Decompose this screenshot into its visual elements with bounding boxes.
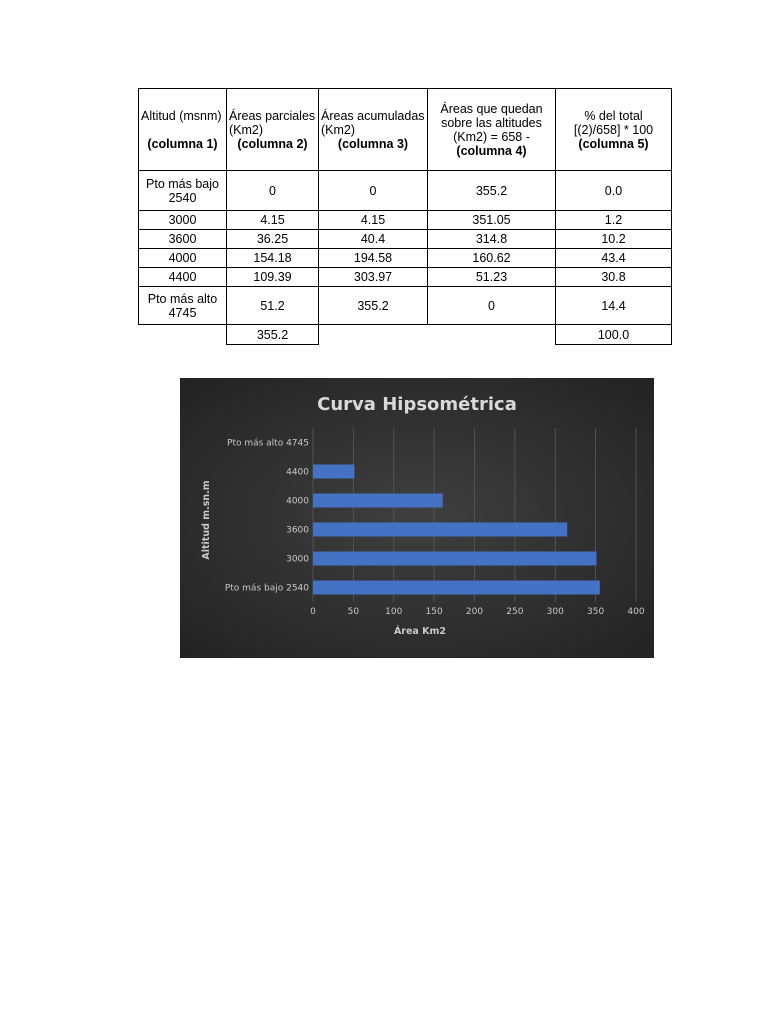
table-cell: 14.4 [556, 287, 672, 325]
chart-gridlines [313, 428, 636, 602]
table-cell: 4.15 [227, 211, 319, 230]
header-altitud [139, 89, 227, 171]
blank-cell [139, 325, 227, 345]
table-cell: 0 [428, 287, 556, 325]
y-tick-label: Pto más alto 4745 [227, 438, 309, 449]
table-cell: 4400 [139, 268, 227, 287]
header-label: Altitud (msnm) [141, 108, 222, 123]
chart-canvas [180, 378, 654, 658]
table-cell: 314.8 [428, 230, 556, 249]
table-cell: 4.15 [319, 211, 428, 230]
bar [313, 581, 600, 595]
x-tick-label: 150 [425, 607, 443, 617]
table-cell: 0.0 [556, 171, 672, 211]
bar [313, 494, 443, 508]
header-column-label: (columna 4) [456, 143, 527, 158]
x-tick-label: 350 [587, 607, 605, 617]
table-cell: 4000 [139, 249, 227, 268]
table-cell: 36.25 [227, 230, 319, 249]
header-column-label: (columna 3) [337, 136, 409, 151]
table-cell: 355.2 [428, 171, 556, 211]
y-tick-label: 4000 [286, 496, 309, 507]
table-cell: 109.39 [227, 268, 319, 287]
table-row [139, 268, 672, 287]
x-tick-label: 300 [546, 607, 564, 617]
chart-x-ticks [310, 607, 645, 617]
x-tick-label: 50 [347, 607, 360, 617]
header-column-label: (columna 5) [578, 136, 649, 151]
header-areas-parciales [227, 89, 319, 171]
table-cell: 160.62 [428, 249, 556, 268]
table-header-row [139, 89, 672, 171]
table-row [139, 211, 672, 230]
table-cell: 351.05 [428, 211, 556, 230]
table-cell: 0 [227, 171, 319, 211]
header-label: Áreas que quedan sobre las altitudes (Km2) = 658 - [440, 101, 543, 144]
y-tick-label: Pto más bajo 2540 [224, 583, 309, 594]
bar [313, 523, 567, 537]
table-cell: 154.18 [227, 249, 319, 268]
header-label: % del total [(2)/658] * 100 [573, 108, 654, 137]
x-tick-label: 250 [506, 607, 524, 617]
y-axis-title: Altitud m.sn.m [201, 480, 212, 560]
table-row [139, 230, 672, 249]
table-cell: Pto más bajo 2540 [139, 171, 227, 211]
y-tick-label: 3600 [286, 525, 309, 536]
table-cell: 3000 [139, 211, 227, 230]
header-porcentaje [556, 89, 672, 171]
header-column-label: (columna 2) [237, 136, 308, 151]
table-row [139, 171, 672, 211]
x-tick-label: 400 [627, 607, 645, 617]
table-cell: 10.2 [556, 230, 672, 249]
x-tick-label: 0 [310, 607, 316, 617]
table-cell: Pto más alto 4745 [139, 287, 227, 325]
table-cell: 303.97 [319, 268, 428, 287]
table-row [139, 249, 672, 268]
table-cell: 1.2 [556, 211, 672, 230]
x-tick-label: 100 [385, 607, 403, 617]
x-tick-label: 200 [465, 607, 484, 617]
table-cell: 0 [319, 171, 428, 211]
header-areas-acumuladas [319, 89, 428, 171]
total-areas-parciales: 355.2 [227, 325, 319, 345]
table-cell: 51.2 [227, 287, 319, 325]
hypsometric-table [138, 88, 672, 345]
table-cell: 40.4 [319, 230, 428, 249]
x-axis-title: Área Km2 [393, 626, 447, 637]
table-cell: 355.2 [319, 287, 428, 325]
blank-cell [428, 325, 556, 345]
total-porcentaje: 100.0 [556, 325, 672, 345]
header-label: Áreas acumuladas (Km2) [321, 108, 425, 137]
chart-title: Curva Hipsométrica [317, 394, 517, 415]
chart-bars [313, 465, 600, 595]
table-totals-row [139, 325, 672, 345]
hypsometric-chart [180, 378, 654, 658]
bar [313, 552, 596, 566]
bar [313, 465, 354, 479]
table-cell: 43.4 [556, 249, 672, 268]
header-areas-sobre-altitudes [428, 89, 556, 171]
table-row [139, 287, 672, 325]
y-tick-label: 4400 [286, 467, 309, 478]
header-column-label: (columna 1) [147, 136, 218, 151]
header-label: Áreas parciales (Km2) [229, 108, 316, 137]
y-tick-label: 3000 [286, 554, 309, 565]
table-cell: 51.23 [428, 268, 556, 287]
table-cell: 194.58 [319, 249, 428, 268]
table-cell: 30.8 [556, 268, 672, 287]
chart-y-ticks [225, 439, 309, 594]
table-cell: 3600 [139, 230, 227, 249]
blank-cell [319, 325, 428, 345]
